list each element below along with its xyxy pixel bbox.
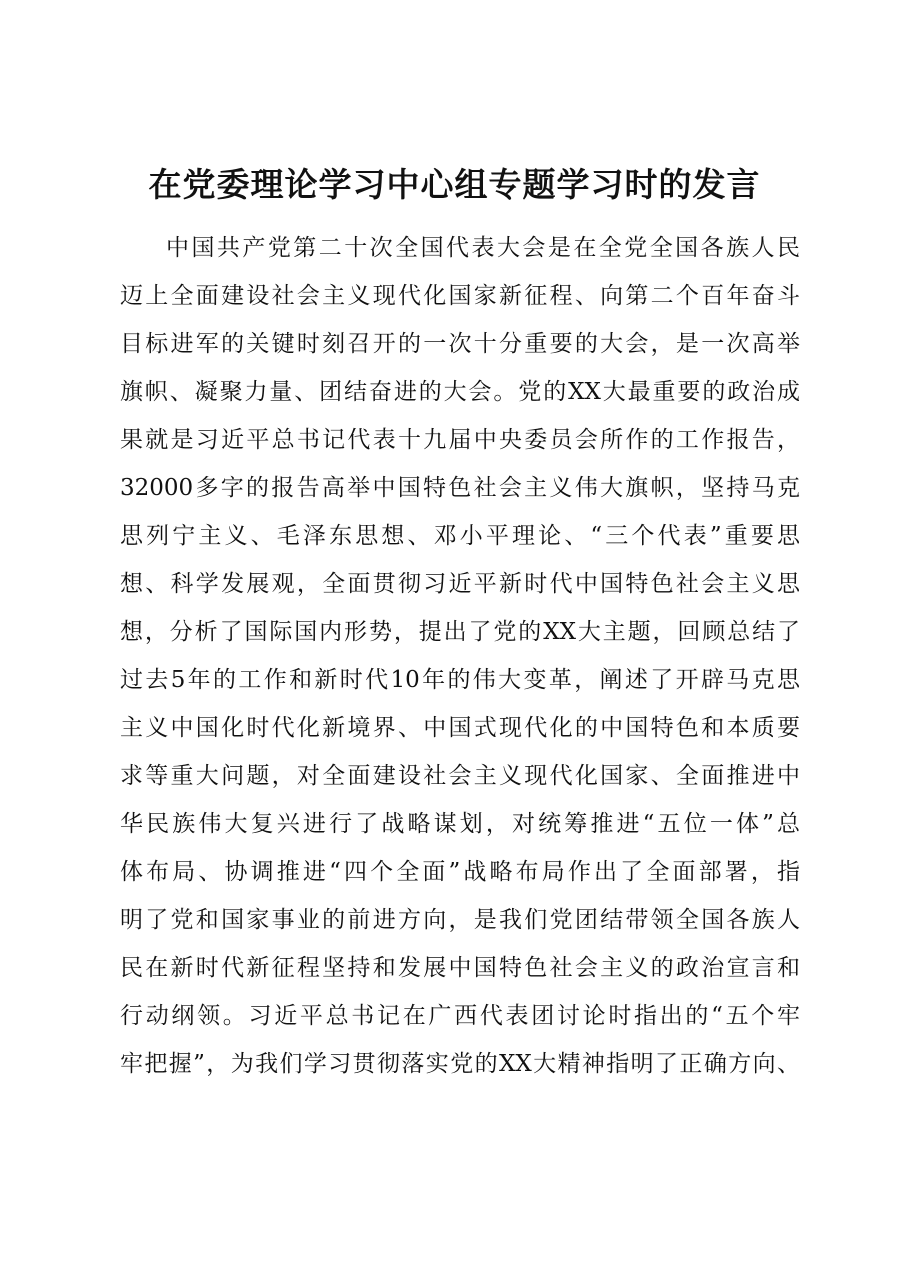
text-line: 思列宁主义、毛泽东思想、邓小平理论、“三个代表”重要思: [120, 523, 800, 549]
text-line: 牢把握”，为我们学习贯彻落实党的XX大精神指明了正确方向、: [120, 1051, 800, 1077]
text-line: 迈上全面建设社会主义现代化国家新征程、向第二个百年奋斗: [120, 283, 800, 309]
text-line: 中国共产党第二十次全国代表大会是在全党全国各族人民: [166, 235, 800, 261]
document-title: 在党委理论学习中心组专题学习时的发言: [148, 165, 761, 204]
text-line: 旗帜、凝聚力量、团结奋进的大会。党的XX大最重要的政治成: [120, 379, 800, 405]
text-line: 主义中国化时代化新境界、中国式现代化的中国特色和本质要: [120, 715, 800, 741]
text-line: 果就是习近平总书记代表十九届中央委员会所作的工作报告，: [120, 427, 800, 453]
text-line: 行动纲领。习近平总书记在广西代表团讨论时指出的“五个牢: [120, 1003, 800, 1029]
text-line: 民在新时代新征程坚持和发展中国特色社会主义的政治宣言和: [120, 955, 800, 981]
document-body: [120, 224, 800, 1088]
text-line: 明了党和国家事业的前进方向，是我们党团结带领全国各族人: [120, 907, 800, 933]
text-line: 目标进军的关键时刻召开的一次十分重要的大会，是一次高举: [120, 331, 800, 357]
text-line: 求等重大问题，对全面建设社会主义现代化国家、全面推进中: [120, 763, 800, 789]
text-line: 体布局、协调推进“四个全面”战略布局作出了全面部署，指: [120, 859, 800, 885]
text-line: 过去5年的工作和新时代10年的伟大变革，阐述了开辟马克思: [120, 667, 800, 693]
text-line: 想，分析了国际国内形势，提出了党的XX大主题，回顾总结了: [120, 619, 800, 645]
text-line: 华民族伟大复兴进行了战略谋划，对统筹推进“五位一体”总: [120, 811, 800, 837]
text-line: 32000多字的报告高举中国特色社会主义伟大旗帜，坚持马克: [120, 475, 800, 501]
text-line: 想、科学发展观，全面贯彻习近平新时代中国特色社会主义思: [120, 571, 800, 597]
